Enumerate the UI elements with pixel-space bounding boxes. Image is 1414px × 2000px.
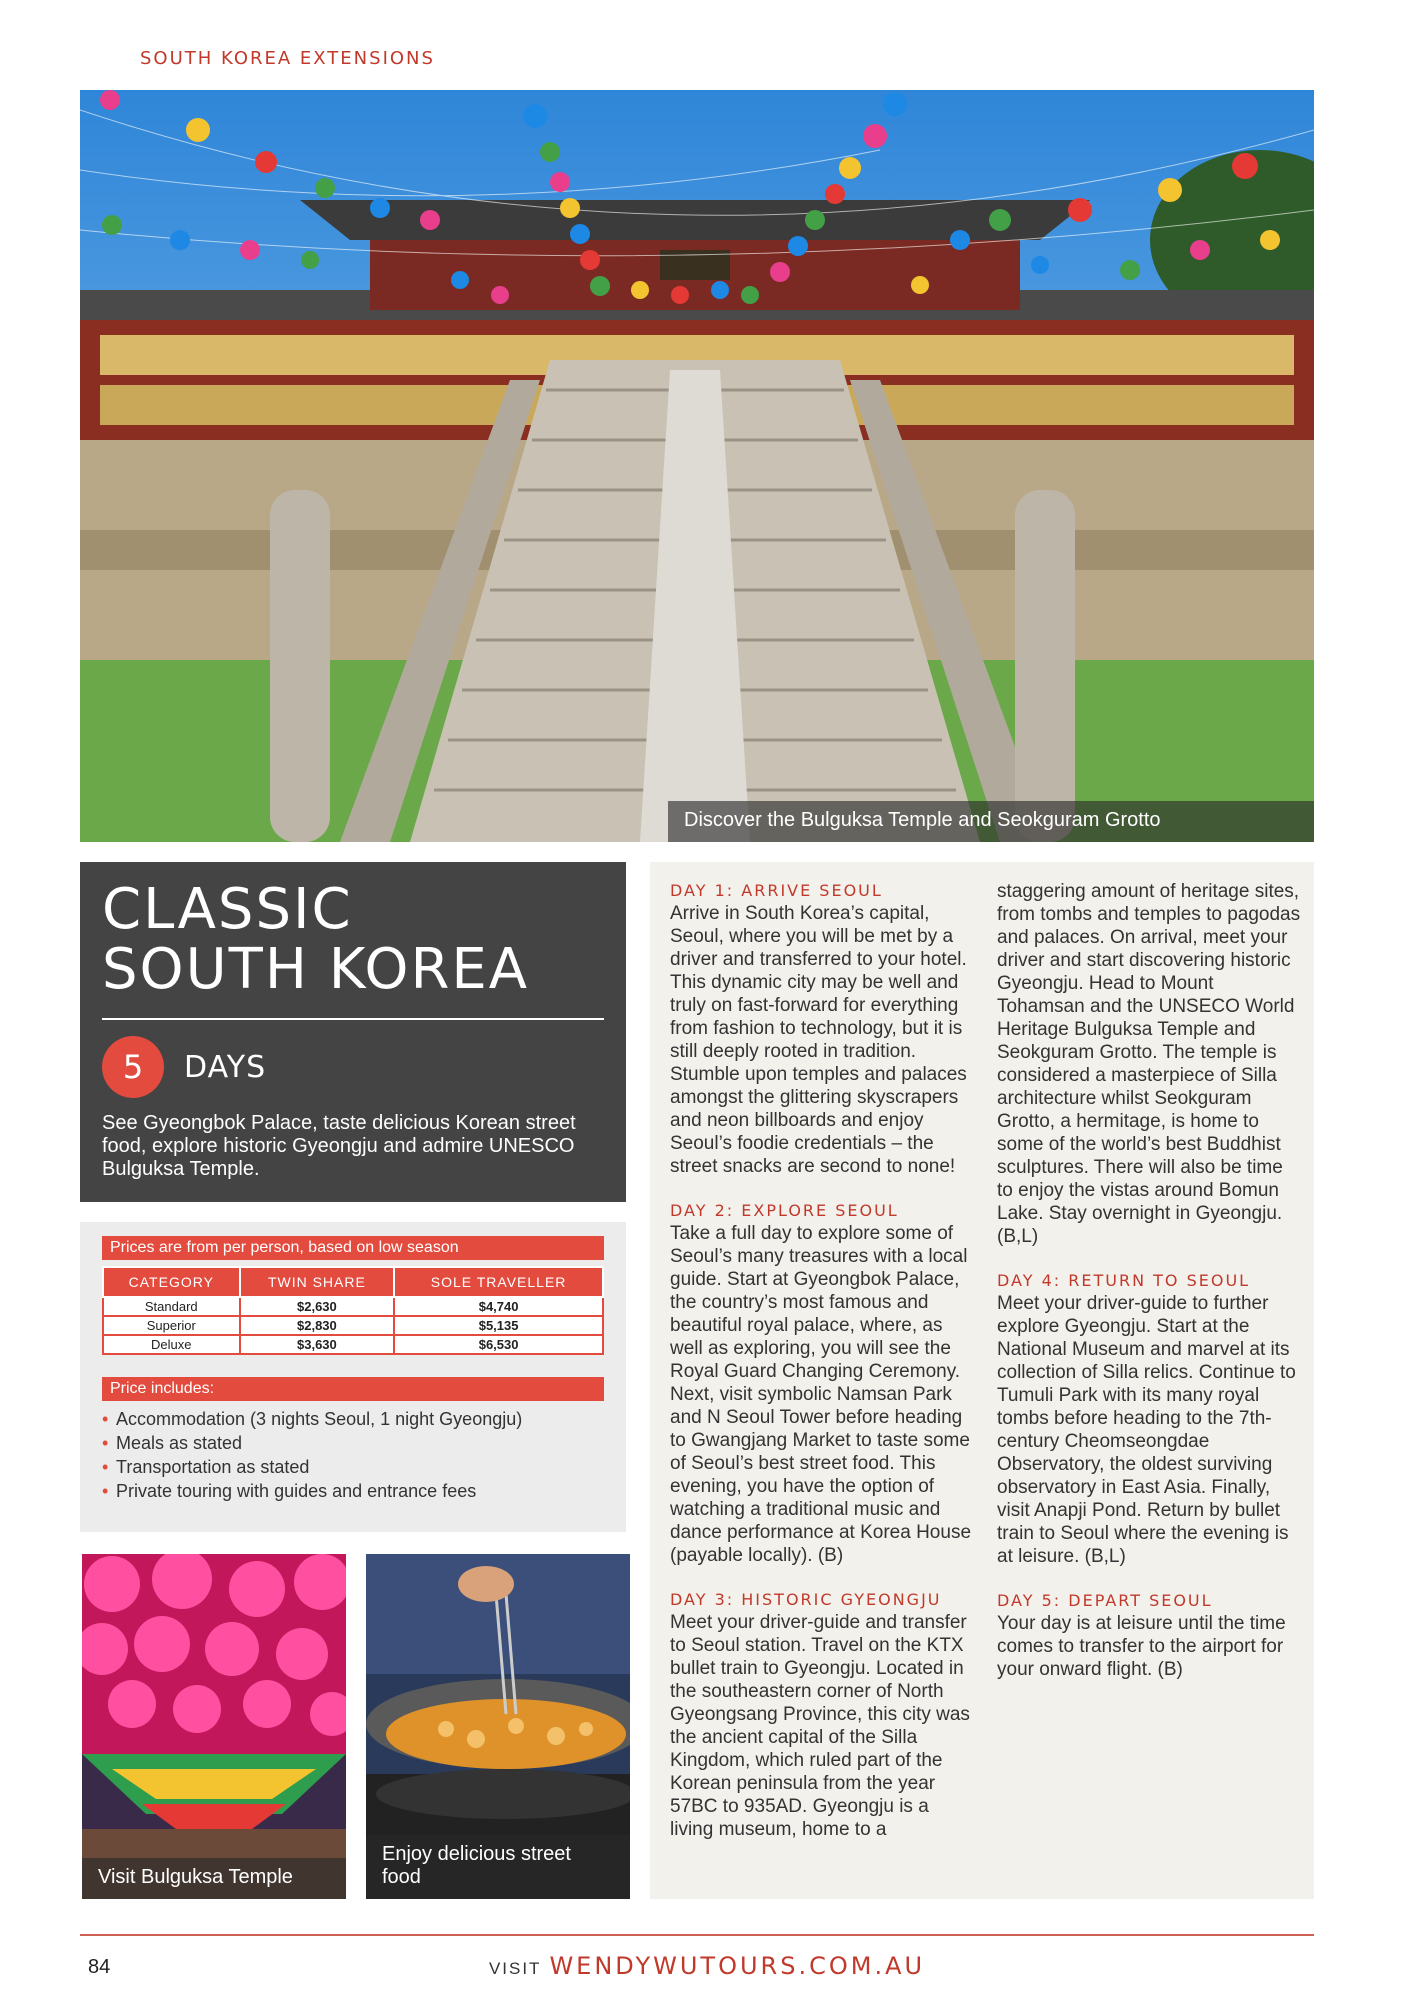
tour-title (102, 877, 604, 1002)
day-heading: DAY 4: RETURN TO SEOUL (997, 1271, 1251, 1290)
visit-label: VISIT (488, 1959, 542, 1978)
twin-share-price: $3,630 (240, 1335, 395, 1354)
column-header-twin-share: TWIN SHARE (240, 1267, 395, 1297)
table-row (103, 1316, 603, 1335)
day-3 (670, 1589, 976, 1841)
footer-visit (0, 1952, 1414, 1980)
day-3-continued (997, 880, 1303, 1248)
table-row (103, 1297, 603, 1316)
website-link[interactable]: WENDYWUTOURS.COM.AU (549, 1952, 926, 1980)
day-text: Take a full day to explore some of Seoul’s many treasures with a local guide. Start at Gyeongbok Palace, the country’s most famous and beautiful royal palace, where, as well as exploring, you will see the Royal Guard Changing Ceremony. Next, visit symbolic Namsan Park and N Seoul Tower before heading to Gwangjang Market to taste some of Seoul’s best street food. This evening, you have the option of watching a traditional music and dance performance at Korea House (payable locally). (B) (670, 1223, 972, 1566)
thumb-caption: Enjoy delicious street food (366, 1835, 630, 1899)
tour-title-line1: CLASSIC (102, 877, 353, 942)
category-cell: Superior (103, 1316, 240, 1335)
hero-image (80, 90, 1314, 842)
includes-list (102, 1407, 604, 1503)
price-table (102, 1266, 604, 1355)
sole-traveller-price: $5,135 (394, 1316, 603, 1335)
bullet-icon: • (102, 1481, 109, 1501)
prices-heading: Prices are from per person, based on low season (102, 1236, 604, 1260)
day-2 (670, 1200, 976, 1567)
day-text: Arrive in South Korea’s capital, Seoul, where you will be met by a driver and transferred to your hotel. This dynamic city may be well and truly on fast-forward for everything from fashion to technology, but it is still deeply rooted in tradition. Stumble upon temples and palaces amongst the glittering skyscrapers and neon billboards and enjoy Seoul’s foodie credentials – the street snacks are second to none! (670, 903, 967, 1177)
itinerary-column-2 (997, 880, 1303, 1703)
page-number: 84 (88, 1956, 111, 1978)
tour-title-block (80, 862, 626, 1202)
duration-row (102, 1036, 604, 1098)
sole-traveller-price: $6,530 (394, 1335, 603, 1354)
day-text: Meet your driver-guide and transfer to Seoul station. Travel on the KTX bullet train to Gyeongju. Located in the southeastern corner of North Gyeongsang Province, this city was the ancient capital of the Silla Kingdom, which ruled part of the Korean peninsula from the year 57BC to 935AD. Gyeongju is a living museum, home to a (670, 1612, 970, 1840)
day-text: Your day is at leisure until the time comes to transfer to the airport for your onward flight. (B) (997, 1613, 1286, 1680)
includes-heading: Price includes: (102, 1377, 604, 1401)
day-text: staggering amount of heritage sites, from tombs and temples to pagodas and palaces. On arrival, meet your driver and start discovering historic Gyeongju. Head to Mount Tohamsan and the UNSECO World Heritage Bulguksa Temple and Seokguram Grotto. The temple is considered a masterpiece of Silla architecture whilst Seokguram Grotto, a hermitage, is home to some of the world’s best Buddhist sculptures. There will also be time to enjoy the vistas around Bomun Lake. Stay overnight in Gyeongju. (B,L) (997, 881, 1301, 1247)
title-divider (102, 1018, 604, 1020)
days-label: DAYS (184, 1049, 267, 1085)
sole-traveller-price: $4,740 (394, 1297, 603, 1316)
column-header-sole-traveller: SOLE TRAVELLER (394, 1267, 603, 1297)
thumb-caption: Visit Bulguksa Temple (82, 1858, 346, 1899)
list-item: • Accommodation (3 nights Seoul, 1 night Gyeongju) (102, 1409, 523, 1429)
section-label: SOUTH KOREA EXTENSIONS (140, 48, 435, 69)
category-cell: Standard (103, 1297, 240, 1316)
bullet-icon: • (102, 1409, 109, 1429)
list-item: • Private touring with guides and entrance fees (102, 1481, 477, 1501)
street-food-photo (366, 1554, 630, 1899)
day-heading: DAY 3: HISTORIC GYEONGJU (670, 1590, 942, 1609)
footer-divider (80, 1934, 1314, 1936)
day-5 (997, 1590, 1303, 1681)
day-heading: DAY 2: EXPLORE SEOUL (670, 1201, 899, 1220)
twin-share-price: $2,830 (240, 1316, 395, 1335)
temple-illustration (80, 90, 1314, 842)
day-heading: DAY 1: ARRIVE SEOUL (670, 881, 883, 900)
days-count-badge: 5 (102, 1036, 164, 1098)
tour-title-line2: SOUTH KOREA (102, 937, 530, 1002)
day-1 (670, 880, 976, 1178)
column-header-category: CATEGORY (103, 1267, 240, 1297)
bullet-icon: • (102, 1433, 109, 1453)
itinerary-column-1 (670, 880, 976, 1863)
lanterns-photo (82, 1554, 346, 1899)
day-4 (997, 1270, 1303, 1568)
tour-description: See Gyeongbok Palace, taste delicious Korean street food, explore historic Gyeongju and admire UNESCO Bulguksa Temple. (102, 1112, 576, 1180)
day-text: Meet your driver-guide to further explore Gyeongju. Start at the National Museum and marvel at its collection of Silla relics. Continue to Tumuli Park with its many royal tombs before heading to the 7th-century Cheomseongdae Observatory, the oldest surviving observatory in East Asia. Finally, visit Anapji Pond. Return by bullet train to Seoul where the evening is at leisure. (B,L) (997, 1293, 1296, 1567)
itinerary-panel (650, 862, 1314, 1899)
day-heading: DAY 5: DEPART SEOUL (997, 1591, 1213, 1610)
list-item: • Meals as stated (102, 1433, 243, 1453)
bullet-icon: • (102, 1457, 109, 1477)
lanterns-illustration (82, 1554, 346, 1899)
list-item: • Transportation as stated (102, 1457, 310, 1477)
category-cell: Deluxe (103, 1335, 240, 1354)
twin-share-price: $2,630 (240, 1297, 395, 1316)
table-row (103, 1335, 603, 1354)
price-panel (80, 1222, 626, 1532)
hero-caption: Discover the Bulguksa Temple and Seokguram Grotto (668, 801, 1314, 842)
